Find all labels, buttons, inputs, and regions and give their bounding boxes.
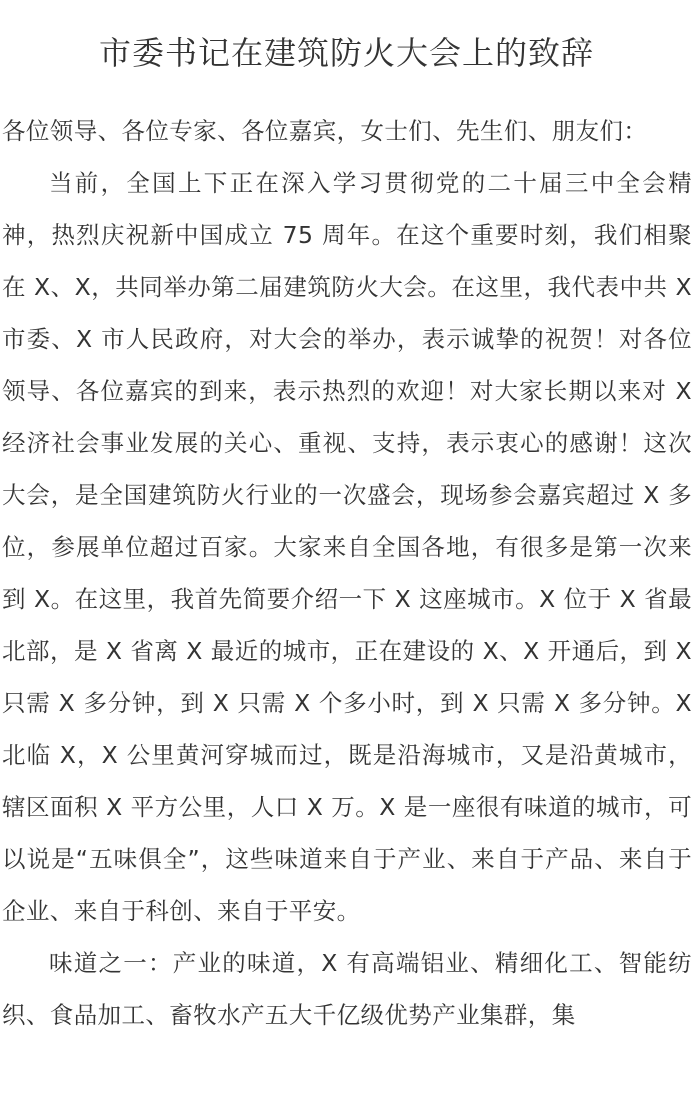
document-body xyxy=(2,105,692,1041)
intro-paragraph: 当前，全国上下正在深入学习贯彻党的二十届三中全会精神，热烈庆祝新中国成立 75 周年。在这个重要时刻，我们相聚在 X、X，共同举办第二届建筑防火大会。在这里，我代表中共 X 市委、X 市人民政府，对大会的举办，表示诚挚的祝贺！对各位领导、各位嘉宾的到来，表示热烈的欢迎！对大家长期以来对 X 经济社会事业发展的关心、重视、支持，表示衷心的感谢！这次大会，是全国建筑防火行业的一次盛会，现场参会嘉宾超过 X 多位，参展单位超过百家。大家来自全国各地，有很多是第一次来到 X。在这里，我首先简要介绍一下 X 这座城市。X 位于 X 省最北部，是 X 省离 X 最近的城市，正在建设的 X、X 开通后，到 X 只需 X 多分钟，到 X 只需 X 个多小时，到 X 只需 X 多分钟。X 北临 X，X 公里黄河穿城而过，既是沿海城市，又是沿黄城市，辖区面积 X 平方公里，人口 X 万。X 是一座很有味道的城市，可以说是“五味俱全”，这些味道来自于产业、来自于产品、来自于企业、来自于科创、来自于平安。 xyxy=(2,169,692,925)
flavor-one-paragraph: 味道之一：产业的味道，X 有高端铝业、精细化工、智能纺织、食品加工、畜牧水产五大千亿级优势产业集群，集 xyxy=(2,949,692,1029)
document-title: 市委书记在建筑防火大会上的致辞 xyxy=(98,34,594,72)
salutation-paragraph: 各位领导、各位专家、各位嘉宾，女士们、先生们、朋友们： xyxy=(2,117,648,145)
